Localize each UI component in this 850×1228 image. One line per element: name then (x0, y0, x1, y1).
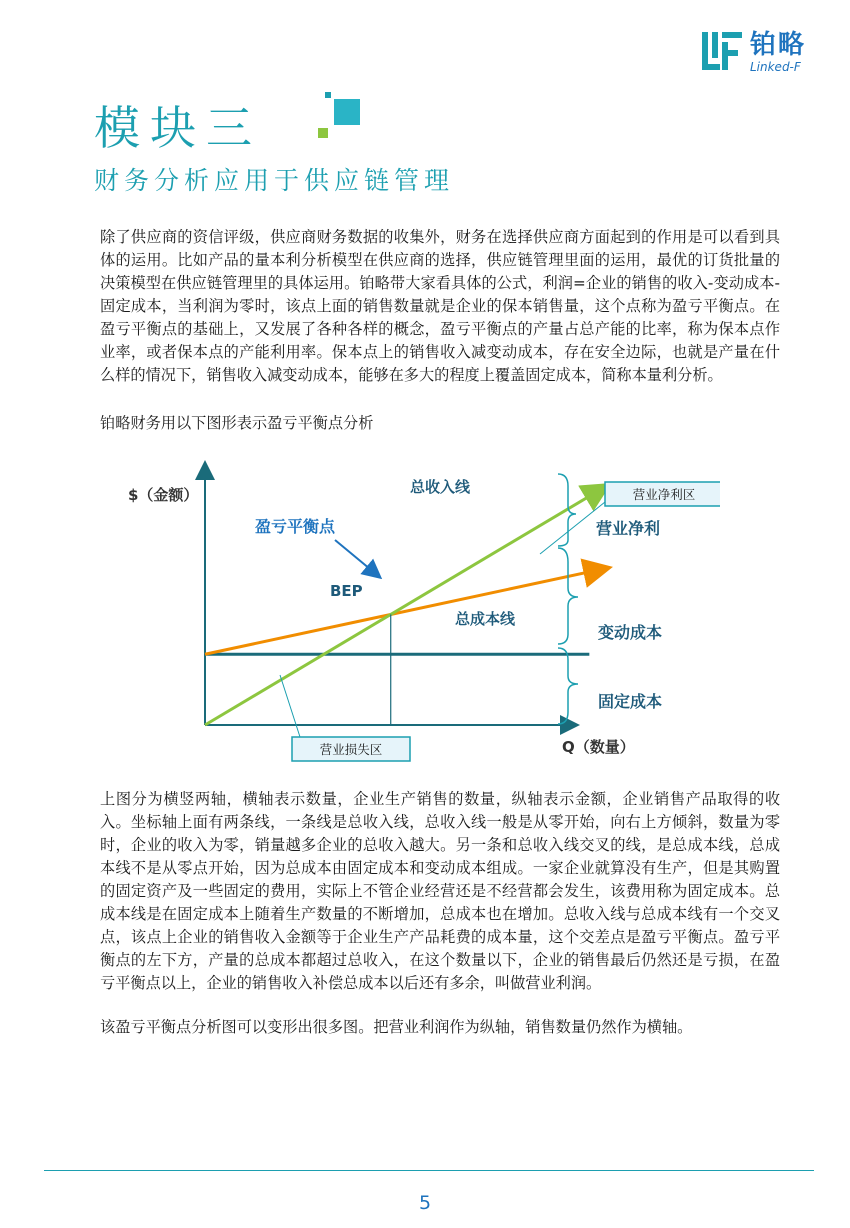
bep-pointer-arrow (335, 540, 376, 574)
decorative-squares-icon (316, 90, 366, 148)
variable-cost-label: 变动成本 (598, 623, 663, 642)
total-revenue-label: 总收入线 (410, 478, 471, 496)
brand-name-cn: 铂略 (749, 30, 806, 60)
bep-pointer-label: 盈亏平衡点 (255, 517, 336, 536)
break-even-chart (100, 450, 720, 770)
brand-name-en: Linked-F (749, 60, 801, 74)
brand-logo (700, 30, 806, 74)
total-cost-label: 总成本线 (455, 610, 516, 628)
paragraph-closing: 该盈亏平衡点分析图可以变形出很多图。把营业利润作为纵轴，销售数量仍然作为横轴。 (100, 1018, 693, 1036)
module-subtitle: 财务分析应用于供应链管理 (94, 166, 455, 195)
total-cost-line (205, 569, 601, 654)
operating-profit-label: 营业净利 (596, 519, 661, 538)
page-number: 5 (418, 1192, 432, 1214)
x-axis-label: Q（数量） (562, 738, 635, 756)
profit-zone-label: 营业净利区 (632, 487, 696, 502)
fixed-cost-brace (558, 648, 578, 724)
y-axis-label: $（金额） (128, 486, 199, 504)
bep-label: BEP (330, 582, 363, 600)
module-title: 模块三 (94, 101, 262, 155)
fixed-cost-label: 固定成本 (598, 692, 663, 711)
paragraph-explanation: 上图分为横竖两轴，横轴表示数量，企业生产销售的数量，纵轴表示金额，企业销售产品取得的收入。坐标轴上面有两条线，一条线是总收入线，总收入线一般是从零开始，向右上方倾斜，数量为零时，企业的收入为零，销量越多企业的总收入越大。另一条和总收入线交叉的线，是总成本线，总成本线不是从零点开始，因为总成本由固定成本和变动成本组成。一家企业就算没有生产，但是其购置的固定资产及一些固定的费用，实际上不管企业经营还是不经营都会发生，该费用称为固定成本。总成本线是在固定成本上随着生产数量的不断增加，总成本也在增加。总收入线与总成本线有一个交叉点，该点上企业的销售收入金额等于企业生产产品耗费的成本量，这个交差点是盈亏平衡点。盈亏平衡点的左下方，产量的总成本都超过总收入，在这个数量以下，企业的销售最后仍然还是亏损，在盈亏平衡点以上，企业的销售收入补偿总成本以后还有多余，叫做营业利润。 (100, 790, 780, 992)
chart-caption: 铂略财务用以下图形表示盈亏平衡点分析 (100, 414, 374, 432)
footer-divider (44, 1170, 814, 1171)
loss-zone-label: 营业损失区 (319, 742, 383, 757)
logo-mark-icon (700, 30, 744, 72)
variable-cost-brace (558, 548, 578, 644)
paragraph-intro: 除了供应商的资信评级，供应商财务数据的收集外，财务在选择供应商方面起到的作用是可以看到具体的运用。比如产品的量本利分析模型在供应商的选择，供应链管理里面的运用，最优的订货批量的决策模型在供应链管理里的具体运用。铂略带大家看具体的公式，利润=企业的销售的收入-变动成本-固定成本，当利润为零时，该点上面的销售数量就是企业的保本销售量，这个点称为盈亏平衡点。在盈亏平衡点的基础上，又发展了各种各样的概念，盈亏平衡点的产量占总产能的比率，称为保本点作业率，或者保本点的产能利用率。保本点上的销售收入减变动成本，存在安全边际，也就是产量在什么样的情况下，销售收入减变动成本，能够在多大的程度上覆盖固定成本，简称本量利分析。 (100, 228, 780, 384)
loss-zone-pointer (280, 675, 300, 737)
